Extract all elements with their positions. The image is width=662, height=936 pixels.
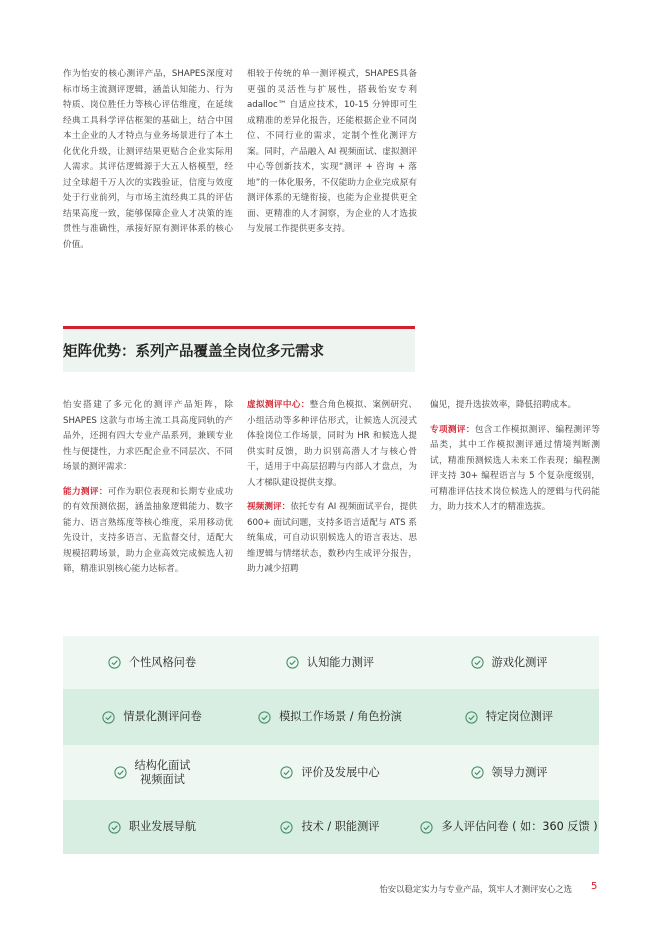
product-cell-label: 多人评估问卷 ( 如：360 反馈 ) (441, 820, 598, 833)
check-circle-icon (471, 766, 484, 779)
product-cell-label: 评价及发展中心 (301, 765, 380, 779)
product-cell-label: 特定岗位测评 (485, 710, 554, 723)
special-assessment-label: 专项测评： (430, 424, 475, 435)
check-circle-icon (286, 656, 299, 669)
product-cell (419, 800, 599, 854)
footer-tagline: 怡安以稳定实力与专业产品，筑牢人才测评安心之选 (379, 884, 572, 894)
special-assessment-paragraph (430, 423, 600, 516)
product-cell-label: 情景化测评问卷 (123, 710, 202, 723)
intro-right-text: 相较于传统的单一测评模式，SHAPES具备更强的灵活性与扩展性，搭载怡安专利 adalloc™ 自适应技术，10-15 分钟即可生成精准的差异化报告，还能根据企业不同岗位、不同行业的需求，定制个性化测评方案。同时，产品融入 AI 视频面试、虚拟测评中心等创新技术，实现“测评 + 咨询 + 落地”的一体化服务，不仅能助力企业完成原有测评体系的无缝衔接，也能为企业提供更全面、更精准的人才洞察，为企业的人才选拔与发展工作提供更多支持。 (247, 69, 417, 234)
ability-assessment-label: 能力测评： (63, 486, 108, 497)
matrix-intro-text: 怡安搭建了多元化的测评产品矩阵，除 SHAPES 这款与市场主流工具高度同轨的产品外，还拥有四大专业产品系列，兼顾专业性与便捷性，力求匹配企业不同层次、不同场景的测评需求： (63, 400, 233, 472)
ability-assessment-text: 可作为职位表现和长期专业成功的有效预测依据，涵盖抽象逻辑能力、数字能力、语言熟练度等核心维度，采用移动优先设计，支持多语言、无监督交付，适配大规模招聘场景，助力企业高效完成候选人初筛，精准识别核心能力达标者。 (63, 486, 233, 574)
video-assessment-text: 依托专有 AI 视频面试平台，提供 600+ 面试问题，支持多语言适配与 ATS 系统集成，可自动识别候选人的语言表达、思维逻辑与情绪状态，数秒内生成评分报告，助力减少招聘 (247, 502, 417, 574)
body-column-3 (430, 398, 600, 525)
special-assessment-text: 包含工作模拟测评、编程测评等品类，其中工作模拟测评通过情境判断测试，精准预测候选人未来工作表现；编程测评支持 30+ 编程语言与 5 个复杂度级别，可精准评估技术岗位候选人的逻辑与代码能力，助力技术人才的精准选拔。 (430, 424, 600, 512)
check-circle-icon (114, 766, 127, 779)
check-circle-icon (280, 821, 293, 834)
product-cell (241, 689, 419, 745)
section-heading-band (63, 326, 415, 372)
virtual-center-text: 整合角色模拟、案例研究、小组活动等多种评估形式，让候选人沉浸式体验岗位工作场景，同时为 HR 和候选人提供实时反馈，助力识别高潜人才与核心骨干，适用于中高层招聘与内部人才盘点，为人才梯队建设提供支撑。 (247, 400, 417, 488)
intro-left-text: 作为怡安的核心测评产品，SHAPES深度对标市场主流测评逻辑，涵盖认知能力、行为特质、岗位胜任力等核心评估维度，在延续经典工具科学评估框架的基础上，结合中国本土企业的人才特点与业务场景进行了本土化优化升级，让测评结果更贴合企业实际用人需求。其评估逻辑源于大五人格模型，经过全球超千万人次的实践验证，信度与效度处于行业前列，与市场主流经典工具的评估结果高度一致，能够保障企业人才决策的连贯性与准确性，承接好原有测评体系的核心价值。 (63, 69, 233, 250)
product-matrix-grid (63, 636, 599, 854)
page-number: 5 (591, 881, 598, 892)
body-column-1 (63, 398, 233, 587)
product-cell-label: 个性风格问卷 (128, 655, 197, 669)
check-circle-icon (108, 821, 121, 834)
product-cell-label: 技术 / 职能测评 (301, 820, 380, 833)
product-cell (63, 636, 241, 689)
product-cell (241, 800, 419, 854)
section-title: 矩阵优势：系列产品覆盖全岗位多元需求 (63, 344, 324, 360)
check-circle-icon (420, 821, 433, 834)
product-cell-label: 结构化面试 视频面试 (134, 758, 191, 786)
check-circle-icon (465, 711, 478, 724)
product-cell-label: 游戏化测评 (491, 655, 548, 669)
product-cell-label: 领导力测评 (491, 765, 548, 779)
product-cell (241, 745, 419, 800)
product-cell (419, 745, 599, 800)
product-cell (63, 745, 241, 800)
video-assessment-label: 视频测评： (247, 502, 291, 512)
check-circle-icon (280, 766, 293, 779)
check-circle-icon (258, 711, 271, 724)
product-cell (419, 636, 599, 689)
product-cell-label: 认知能力测评 (306, 655, 375, 669)
product-cell (63, 689, 241, 745)
virtual-center-paragraph (247, 398, 417, 491)
product-cell-label: 职业发展导航 (128, 820, 197, 833)
check-circle-icon (471, 656, 484, 669)
body-column-2 (247, 398, 417, 587)
product-cell-label: 模拟工作场景 / 角色扮演 (279, 710, 402, 723)
ability-assessment-paragraph (63, 485, 233, 578)
video-continuation-text: 偏见，提升选拔效率，降低招聘成本。 (430, 400, 577, 410)
video-assessment-paragraph (247, 500, 417, 578)
product-cell (419, 689, 599, 745)
virtual-center-label: 虚拟测评中心： (247, 400, 310, 410)
check-circle-icon (102, 711, 115, 724)
intro-left-paragraph (63, 67, 233, 262)
check-circle-icon (108, 656, 121, 669)
product-cell (241, 636, 419, 689)
product-cell (63, 800, 241, 854)
intro-right-paragraph (247, 67, 417, 247)
